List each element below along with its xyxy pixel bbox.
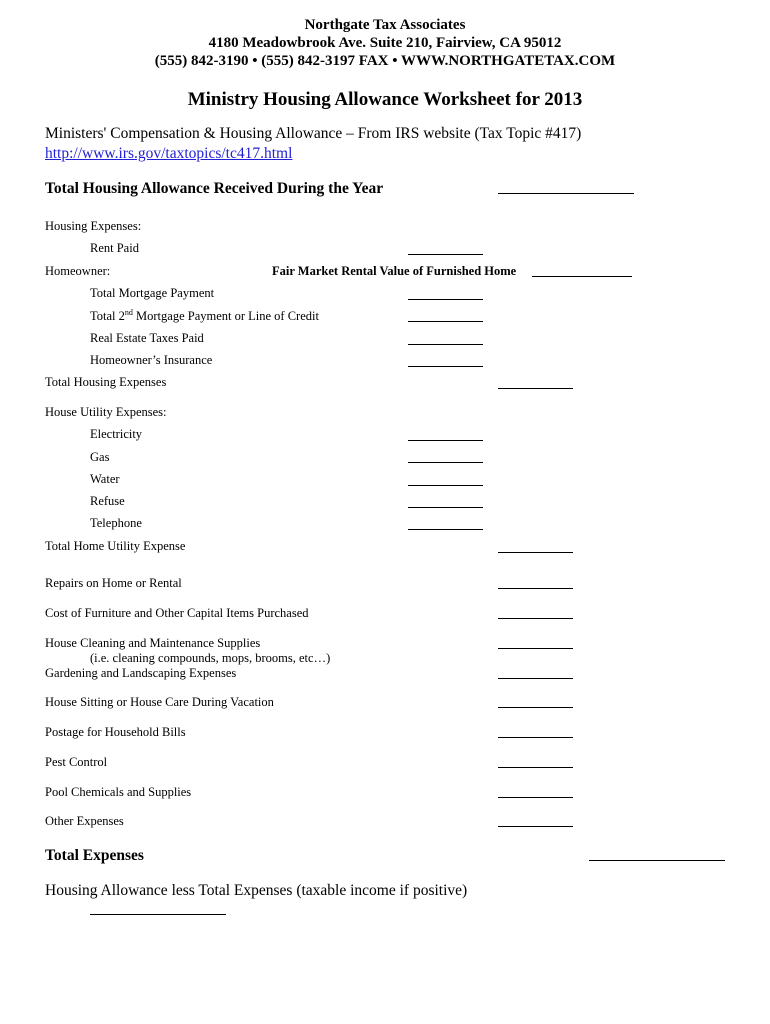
taxable-label: Housing Allowance less Total Expenses (taxable income if positive) xyxy=(45,882,468,899)
intro-text: Ministers' Compensation & Housing Allowance – From IRS website (Tax Topic #417) xyxy=(45,125,582,142)
rent-paid-label: Rent Paid xyxy=(90,241,139,255)
company-contact: (555) 842-3190 • (555) 842-3197 FAX • WWW.NORTHGATETAX.COM xyxy=(154,53,616,69)
second-mortgage-label: Total 2nd Mortgage Payment or Line of Credit xyxy=(90,308,319,324)
refuse-line[interactable] xyxy=(408,507,483,508)
real-estate-taxes-line[interactable] xyxy=(408,344,483,345)
pest-control-label: Pest Control xyxy=(45,755,108,769)
cleaning-label: House Cleaning and Maintenance Supplies xyxy=(45,636,261,650)
water-line[interactable] xyxy=(408,485,483,486)
repairs-line[interactable] xyxy=(498,588,573,589)
second-mortgage-line[interactable] xyxy=(408,321,483,322)
utility-item-refuse: Refuse xyxy=(90,494,125,508)
worksheet-title: Ministry Housing Allowance Worksheet for 2013 xyxy=(187,89,583,110)
fmrv-label: Fair Market Rental Value of Furnished Home xyxy=(272,264,517,278)
insurance-line[interactable] xyxy=(408,366,483,367)
furniture-line[interactable] xyxy=(498,618,573,619)
rent-paid-line[interactable] xyxy=(408,254,483,255)
utility-item-electricity: Electricity xyxy=(90,427,143,441)
house-sitting-line[interactable] xyxy=(498,707,573,708)
gardening-line[interactable] xyxy=(498,678,573,679)
telephone-line[interactable] xyxy=(408,529,483,530)
cleaning-note: (i.e. cleaning compounds, mops, brooms, etc…) xyxy=(90,651,331,665)
mortgage-line[interactable] xyxy=(408,299,483,300)
pest-control-line[interactable] xyxy=(498,767,573,768)
gardening-label: Gardening and Landscaping Expenses xyxy=(45,666,237,680)
company-name: Northgate Tax Associates xyxy=(304,17,466,33)
taxable-line[interactable] xyxy=(90,914,226,915)
other-expenses-label: Other Expenses xyxy=(45,814,124,828)
homeowner-label: Homeowner: xyxy=(45,264,111,278)
cleaning-line[interactable] xyxy=(498,648,573,649)
utility-item-telephone: Telephone xyxy=(90,516,142,530)
total-utility-label: Total Home Utility Expense xyxy=(45,539,186,553)
company-address: 4180 Meadowbrook Ave. Suite 210, Fairview, CA 95012 xyxy=(208,35,562,51)
utility-item-gas: Gas xyxy=(90,450,110,464)
irs-link[interactable]: http://www.irs.gov/taxtopics/tc417.html xyxy=(45,145,293,162)
furniture-label: Cost of Furniture and Other Capital Items Purchased xyxy=(45,606,309,620)
total-expenses-label: Total Expenses xyxy=(45,847,144,864)
total-expenses-line[interactable] xyxy=(589,860,725,861)
gas-line[interactable] xyxy=(408,462,483,463)
total-received-line[interactable] xyxy=(498,193,634,194)
housing-heading: Housing Expenses: xyxy=(45,219,142,233)
pool-label: Pool Chemicals and Supplies xyxy=(45,785,192,799)
total-utility-line[interactable] xyxy=(498,552,573,553)
repairs-label: Repairs on Home or Rental xyxy=(45,576,182,590)
house-sitting-label: House Sitting or House Care During Vacation xyxy=(45,695,274,709)
utility-item-water: Water xyxy=(90,472,120,486)
total-received-label: Total Housing Allowance Received During the Year xyxy=(45,180,384,197)
total-housing-line[interactable] xyxy=(498,388,573,389)
postage-line[interactable] xyxy=(498,737,573,738)
other-expenses-line[interactable] xyxy=(498,826,573,827)
pool-line[interactable] xyxy=(498,797,573,798)
utility-heading: House Utility Expenses: xyxy=(45,405,167,419)
postage-label: Postage for Household Bills xyxy=(45,725,186,739)
mortgage-label: Total Mortgage Payment xyxy=(90,286,215,300)
insurance-label: Homeowner’s Insurance xyxy=(90,353,213,367)
real-estate-taxes-label: Real Estate Taxes Paid xyxy=(90,331,204,345)
electricity-line[interactable] xyxy=(408,440,483,441)
fmrv-line[interactable] xyxy=(532,276,632,277)
total-housing-label: Total Housing Expenses xyxy=(45,375,167,389)
